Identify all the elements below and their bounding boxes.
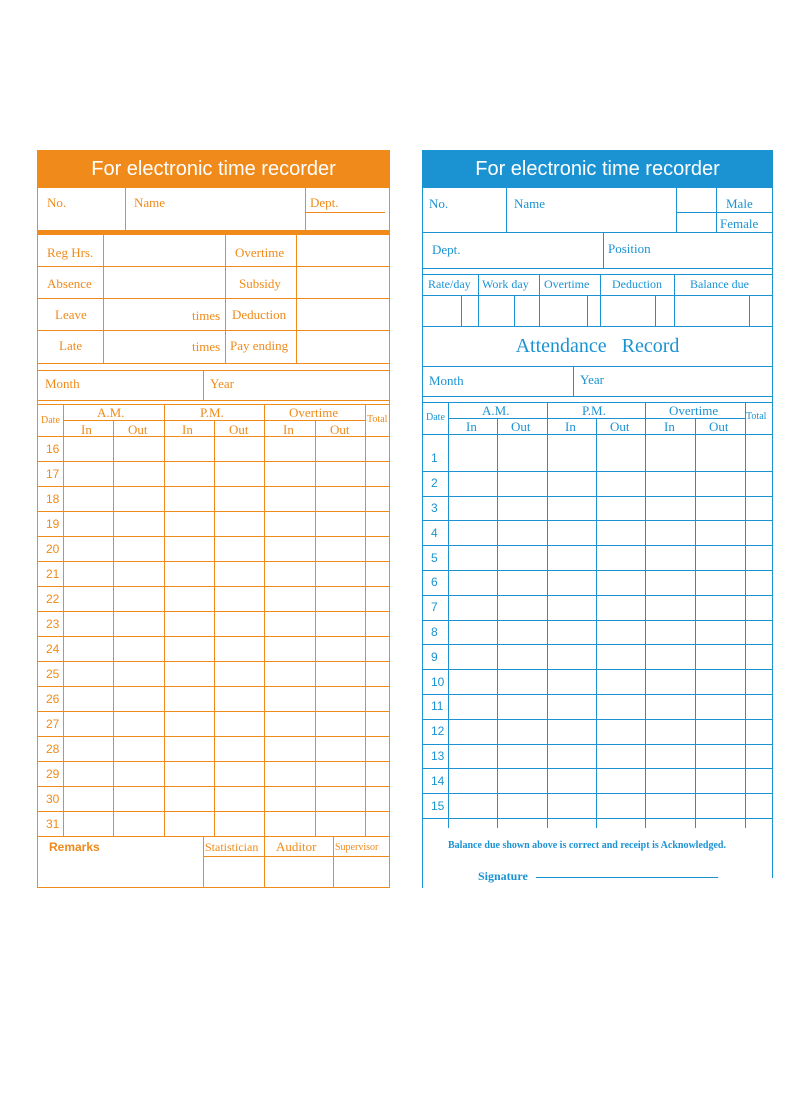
orange-row-line (37, 686, 390, 687)
blue-card-title: For electronic time recorder (422, 150, 773, 188)
orange-date-header: Date (41, 415, 60, 426)
blue-row-line (422, 768, 773, 769)
blue-day-label: 12 (431, 724, 445, 739)
orange-time-card (37, 150, 390, 888)
blue-year-label: Year (580, 372, 604, 387)
blue-day-label: 13 (431, 749, 445, 763)
orange-row-line (37, 661, 390, 662)
orange-overtime-header: Overtime (289, 405, 339, 420)
blue-day-label: 4 (431, 525, 438, 540)
blue-am-header: A.M. (482, 403, 510, 418)
blue-date-header: Date (426, 412, 445, 423)
blue-ot-out-header: Out (709, 419, 729, 434)
orange-pm-header: P.M. (200, 405, 224, 420)
orange-late-label: Late (59, 338, 83, 353)
orange-total-header: Total (367, 414, 388, 425)
blue-day-label: 7 (431, 600, 438, 615)
blue-day-label: 14 (431, 773, 445, 788)
blue-ot-in-header: In (664, 419, 675, 434)
blue-row-line (422, 620, 773, 621)
orange-day-label: 17 (46, 466, 60, 481)
orange-day-label: 25 (46, 666, 60, 681)
orange-row-line (37, 786, 390, 787)
orange-late-times-label: times (192, 339, 221, 354)
orange-subsidy-label: Subsidy (239, 276, 281, 291)
orange-day-label: 16 (46, 441, 60, 456)
blue-total-header: Total (746, 411, 767, 422)
orange-auditor-label: Auditor (276, 839, 317, 854)
blue-row-line (422, 471, 773, 472)
orange-month-label: Month (45, 376, 80, 391)
blue-day-label: 2 (431, 476, 438, 491)
orange-pm-in-header: In (182, 422, 193, 437)
orange-am-out-header: Out (128, 422, 148, 437)
blue-row-line (422, 744, 773, 745)
blue-day-label: 5 (431, 550, 438, 565)
blue-row-line (422, 595, 773, 596)
orange-year-label: Year (210, 376, 234, 391)
blue-row-line (422, 694, 773, 695)
blue-deduction-label: Deduction (612, 277, 662, 291)
blue-attendance-record-title: Attendance Record (515, 335, 680, 357)
blue-pm-in-header: In (565, 419, 576, 434)
orange-absence-label: Absence (47, 276, 92, 291)
blue-row-line (422, 496, 773, 497)
blue-day-label: 15 (431, 798, 445, 813)
orange-day-label: 26 (46, 691, 60, 706)
blue-row-line (422, 545, 773, 546)
orange-pm-out-header: Out (229, 422, 249, 437)
blue-day-label: 9 (431, 649, 438, 664)
orange-row-line (37, 711, 390, 712)
orange-day-label: 18 (46, 491, 60, 506)
orange-day-label: 28 (46, 741, 60, 756)
blue-am-out-header: Out (511, 419, 531, 434)
orange-overtime-label: Overtime (235, 245, 285, 260)
orange-row-line (37, 561, 390, 562)
orange-statistician-label: Statistician (205, 840, 259, 854)
orange-day-label: 19 (46, 516, 60, 531)
orange-name-label: Name (134, 195, 166, 210)
orange-deduction-label: Deduction (232, 307, 287, 322)
blue-overtime-header: Overtime (669, 403, 719, 418)
orange-card-title: For electronic time recorder (37, 150, 390, 188)
orange-remarks-label: Remarks (49, 840, 100, 854)
blue-day-label: 11 (431, 699, 444, 714)
blue-row-line (422, 644, 773, 645)
orange-ot-in-header: In (283, 422, 294, 437)
orange-leave-times-label: times (192, 308, 221, 323)
blue-signature-label: Signature (478, 869, 528, 883)
orange-row-line (37, 461, 390, 462)
blue-day-label: 3 (431, 501, 438, 515)
orange-day-label: 24 (46, 641, 60, 656)
orange-day-label: 22 (46, 591, 60, 606)
blue-work-day-label: Work day (482, 277, 529, 291)
orange-am-header: A.M. (97, 405, 125, 420)
blue-no-label: No. (429, 196, 449, 211)
orange-row-line (37, 736, 390, 737)
orange-row-line (37, 511, 390, 512)
blue-row-line (422, 719, 773, 720)
orange-leave-label: Leave (55, 307, 87, 322)
orange-ot-out-header: Out (330, 422, 350, 437)
orange-row-line (37, 586, 390, 587)
blue-time-card (422, 150, 773, 888)
orange-day-label: 23 (46, 616, 60, 631)
orange-day-label: 21 (46, 566, 60, 581)
blue-row-line (422, 570, 773, 571)
blue-rate-day-label: Rate/day (428, 277, 471, 291)
blue-month-label: Month (429, 373, 464, 388)
orange-day-label: 31 (46, 816, 60, 831)
orange-dept-label: Dept. (310, 195, 339, 210)
blue-day-label: 8 (431, 625, 438, 639)
orange-day-label: 20 (46, 541, 60, 556)
blue-row-line (422, 793, 773, 794)
blue-day-label: 1 (431, 451, 438, 466)
blue-position-label: Position (608, 241, 651, 256)
blue-dept-label: Dept. (432, 242, 461, 257)
orange-reg-hrs-label: Reg Hrs. (47, 245, 94, 260)
blue-row-line (422, 669, 773, 670)
blue-signature-line (536, 877, 718, 878)
blue-balance-due-label: Balance due (690, 277, 749, 291)
orange-row-line (37, 636, 390, 637)
orange-supervisor-label: Supervisor (335, 842, 379, 853)
orange-pay-ending-label: Pay ending (230, 338, 289, 353)
orange-row-line (37, 611, 390, 612)
blue-female-label: Female (720, 216, 759, 231)
orange-row-line (37, 536, 390, 537)
blue-pm-out-header: Out (610, 419, 630, 434)
blue-acknowledgement-note: Balance due shown above is correct and receipt is Acknowledged. (448, 840, 726, 851)
orange-am-in-header: In (81, 422, 92, 437)
orange-day-label: 27 (46, 716, 60, 731)
blue-day-label: 6 (431, 575, 438, 590)
orange-row-line (37, 761, 390, 762)
blue-pm-header: P.M. (582, 403, 606, 418)
blue-am-in-header: In (466, 419, 477, 434)
blue-row-line (422, 520, 773, 521)
blue-overtime-label: Overtime (544, 277, 590, 291)
blue-male-label: Male (726, 196, 753, 211)
orange-day-label: 29 (46, 766, 60, 781)
orange-day-label: 30 (46, 791, 60, 806)
orange-row-line (37, 486, 390, 487)
blue-row-line (422, 818, 773, 819)
orange-row-line (37, 811, 390, 812)
orange-no-label: No. (47, 195, 67, 210)
blue-name-label: Name (514, 196, 546, 211)
blue-day-label: 10 (431, 674, 445, 689)
